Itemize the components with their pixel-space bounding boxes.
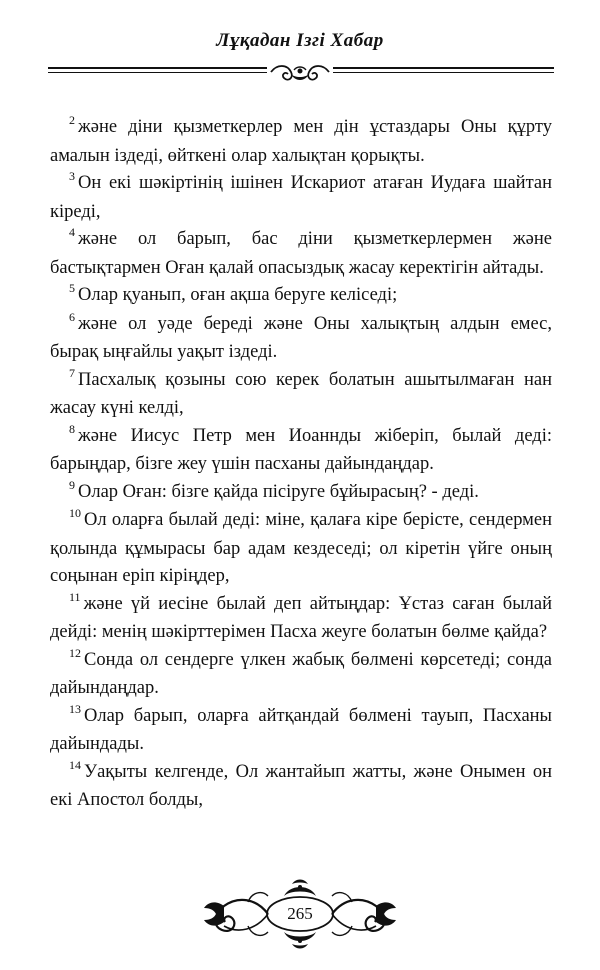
verse (50, 114, 552, 170)
verse (50, 647, 552, 703)
verse-text: Олар Оған: бізге қайда пісіруге бұйырасың? - деді. (78, 481, 479, 502)
chapter-text (50, 114, 552, 815)
verse (50, 311, 552, 367)
verse-number: 14 (69, 757, 81, 772)
verse-text: және ол барып, бас діни қызметкерлермен және бастықтармен Оған қалай опасыздық жасау керектігін айтады. (50, 229, 552, 278)
verse-text: және діни қызметкерлер мен дін ұстаздары Оны құрту амалын іздеді, өйткені олар халықтан қорықты. (50, 117, 552, 166)
verse-number: 2 (69, 113, 75, 127)
verse (50, 759, 552, 815)
verse-text: Олар қуанып, оған ақша беруге келіседі; (78, 285, 398, 305)
verse (50, 170, 552, 226)
verse-text: және ол уәде береді және Оны халықтың алдын емес, бырақ ыңғайлы уақыт іздеді. (50, 313, 552, 362)
verse-number: 9 (69, 477, 75, 492)
verse-text: Пасхалық қозыны сою керек болатын ашытылмаған нан жасау күні келді, (50, 369, 552, 418)
verse-text: Олар барып, оларға айтқандай бөлмені тауып, Пасханы дайындады. (50, 705, 552, 754)
verse-number: 4 (69, 225, 75, 239)
verse-text: және Иисус Петр мен Иоаннды жіберіп, былай деді: барыңдар, бізге жеу үшін пасханы дайындаңдар. (50, 425, 552, 474)
verse-number: 11 (69, 589, 81, 604)
verse-number: 13 (69, 701, 81, 716)
verse-number: 8 (69, 421, 75, 436)
verse (50, 703, 552, 759)
verse-text: және үй иесіне былай деп айтыңдар: Ұстаз саған былай дейді: менің шәкірттерімен Пасха жеуге болатын бөлме қайда? (50, 593, 552, 642)
verse-number: 10 (69, 506, 81, 520)
verse-text: Сонда ол сендерге үлкен жабық бөлмені көрсетеді; сонда дайындаңдар. (50, 649, 552, 698)
verse-number: 7 (69, 365, 75, 380)
header-ornament-icon (267, 62, 333, 86)
verse-number: 12 (69, 645, 81, 660)
page-footer (198, 878, 402, 950)
verse-text: Он екі шәкіртінің ішінен Искариот атаған Иудаға шайтан кіреді, (50, 173, 552, 222)
running-header-title: Лұқадан Ізгі Хабар (216, 30, 384, 51)
verse-number: 6 (69, 309, 75, 324)
verse-text: Уақыты келгенде, Ол жантайып жатты, және Онымен он екі Апостол болды, (50, 761, 552, 810)
verse (50, 479, 552, 508)
verse (50, 282, 552, 311)
verse (50, 507, 552, 591)
verse (50, 367, 552, 423)
verse-number: 3 (69, 169, 75, 183)
page-number: 265 (287, 904, 313, 923)
verse (50, 591, 552, 647)
verse (50, 423, 552, 479)
verse (50, 226, 552, 282)
verse-text: Ол оларға былай деді: міне, қалаға кіре берісте, сендермен қолында құмырасы бар адам кездеседі; ол кіретін үйге оның соңынан еріп кіріңдер, (50, 510, 552, 586)
verse-number: 5 (69, 281, 75, 295)
